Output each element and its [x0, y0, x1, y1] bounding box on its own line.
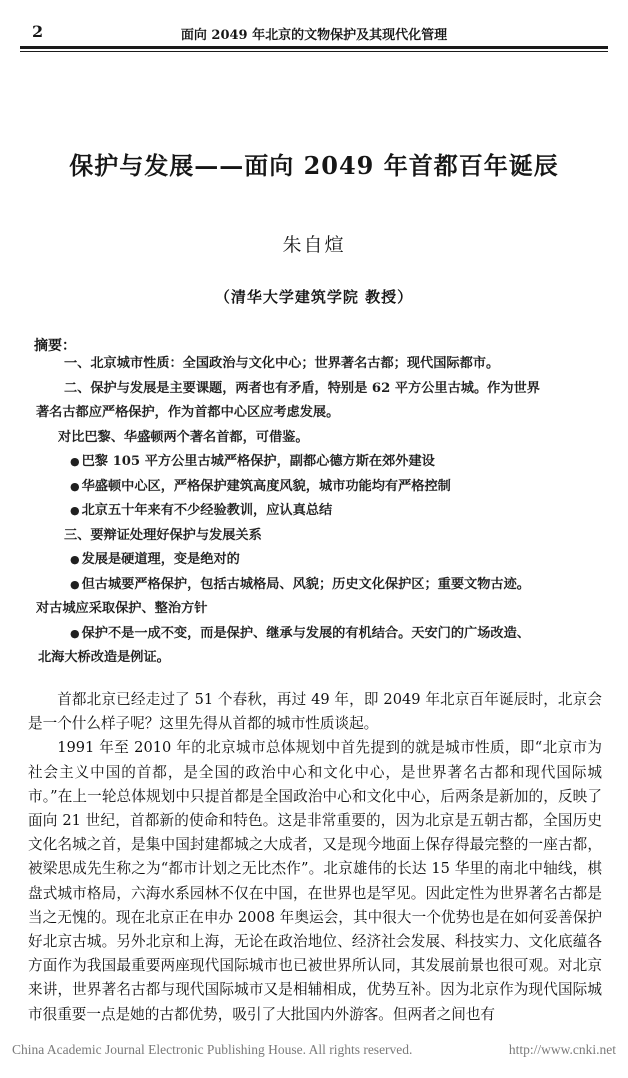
abstract-bullet	[28, 499, 598, 524]
abstract-bullet	[28, 573, 598, 598]
abstract-bullet	[28, 475, 598, 500]
body-text	[28, 688, 602, 1027]
running-title: 面向 2049 年北京的文物保护及其现代化管理	[180, 28, 448, 43]
body-paragraph: 首都北京已经走过了 51 个春秋，再过 49 年，即 2049 年北京百年诞辰时，北京会是一个什么样子呢？这里先得从首都的城市性质谈起。	[28, 691, 602, 733]
page-number: 2	[32, 22, 44, 41]
abstract-line: 对比巴黎、华盛顿两个著名首都，可借鉴。	[58, 429, 309, 445]
author-name: 朱自煊	[282, 234, 346, 256]
abstract-line: 三、要辩证处理好保护与发展关系	[64, 527, 262, 543]
abstract-line: 著名古都应严格保护，作为首都中心区应考虑发展。	[36, 405, 340, 420]
abstract-line: 华盛顿中心区，严格保护建筑高度风貌，城市功能均有严格控制	[81, 478, 451, 494]
abstract-line: 北海大桥改造是例证。	[38, 650, 170, 665]
body-paragraph: 1991 年至 2010 年的北京城市总体规划中首先提到的就是城市性质，即“北京市为社会主义中国的首都，是全国的政治中心和文化中心，是世界著名古都和现代国际城市。”在上一轮总体规划中只提首都是全国政治中心和文化中心，后两条是新加的，反映了面向 21 世纪，首都新的使命和特色。这是非常重要的，因为北京是五朝古都，全国历史文化名城之首，是集中国封建都城之大成者，又是现今地面上保存得最完整的一座古都，被梁思成先生称之为“都市计划之无比杰作”。北京雄伟的长达 15 华里的南北中轴线，棋盘式城市格局，六海水系园林不仅在中国，在世界也是罕见。因此定性为世界著名古都是当之无愧的。现在北京正在申办 2008 年奥运会，其中很大一个优势也是在如何妥善保护好北京古城。另外北京和上海，无论在政治地位、经济社会发展、科技实力、文化底蕴各方面作为我国最重要两座现代国际城市也已被世界所认同，其发展前景也很可观。对北京来讲，世界著名古都与现代国际城市又是相辅相成，优势互补。因为北京作为现代国际城市很重要一点是她的古都优势，吸引了大批国内外游客。但两者之间也有	[28, 739, 602, 1023]
bullet-icon: ●	[70, 479, 80, 493]
abstract-line: 但古城要严格保护，包括古城格局、风貌；历史文化保护区；重要文物古迹。	[81, 576, 530, 592]
abstract-line: 保护不是一成不变，而是保护、继承与发展的有机结合。天安门的广场改造、	[81, 625, 530, 641]
abstract-line: 一、北京城市性质：全国政治与文化中心；世界著名古都；现代国际都市。	[64, 356, 500, 371]
abstract-line: 对古城应采取保护、整治方针	[36, 601, 208, 616]
abstract-label: 摘要：	[34, 338, 76, 354]
author-affiliation: （清华大学建筑学院 教授）	[214, 288, 414, 306]
bullet-icon: ●	[70, 504, 80, 517]
header-rule	[20, 46, 608, 49]
abstract-bullet	[28, 622, 598, 647]
bullet-icon: ●	[70, 455, 80, 468]
abstract-line: 二、保护与发展是主要课题，两者也有矛盾，特别是 62 平方公里古城。作为世界	[64, 380, 540, 396]
abstract-line: 北京五十年来有不少经验教训，应认真总结	[81, 503, 333, 518]
abstract-line: 发展是硬道理，变是绝对的	[81, 552, 240, 567]
page-footer	[12, 1042, 616, 1058]
header-rule-thin	[20, 51, 608, 52]
abstract-bullet	[28, 548, 598, 573]
page-header	[20, 6, 608, 43]
abstract-bullet	[28, 450, 598, 475]
abstract-line: 巴黎 105 平方公里古城严格保护，副都心德方斯在郊外建设	[81, 454, 435, 469]
bullet-icon: ●	[70, 626, 80, 640]
abstract-block	[28, 352, 598, 671]
bullet-icon: ●	[70, 553, 80, 566]
footer-url: http://www.cnki.net	[508, 1042, 616, 1057]
footer-copyright: China Academic Journal Electronic Publishing House. All rights reserved.	[12, 1042, 413, 1057]
bullet-icon: ●	[70, 577, 80, 591]
article-title: 保护与发展——面向 2049 年首都百年诞辰	[69, 151, 559, 180]
